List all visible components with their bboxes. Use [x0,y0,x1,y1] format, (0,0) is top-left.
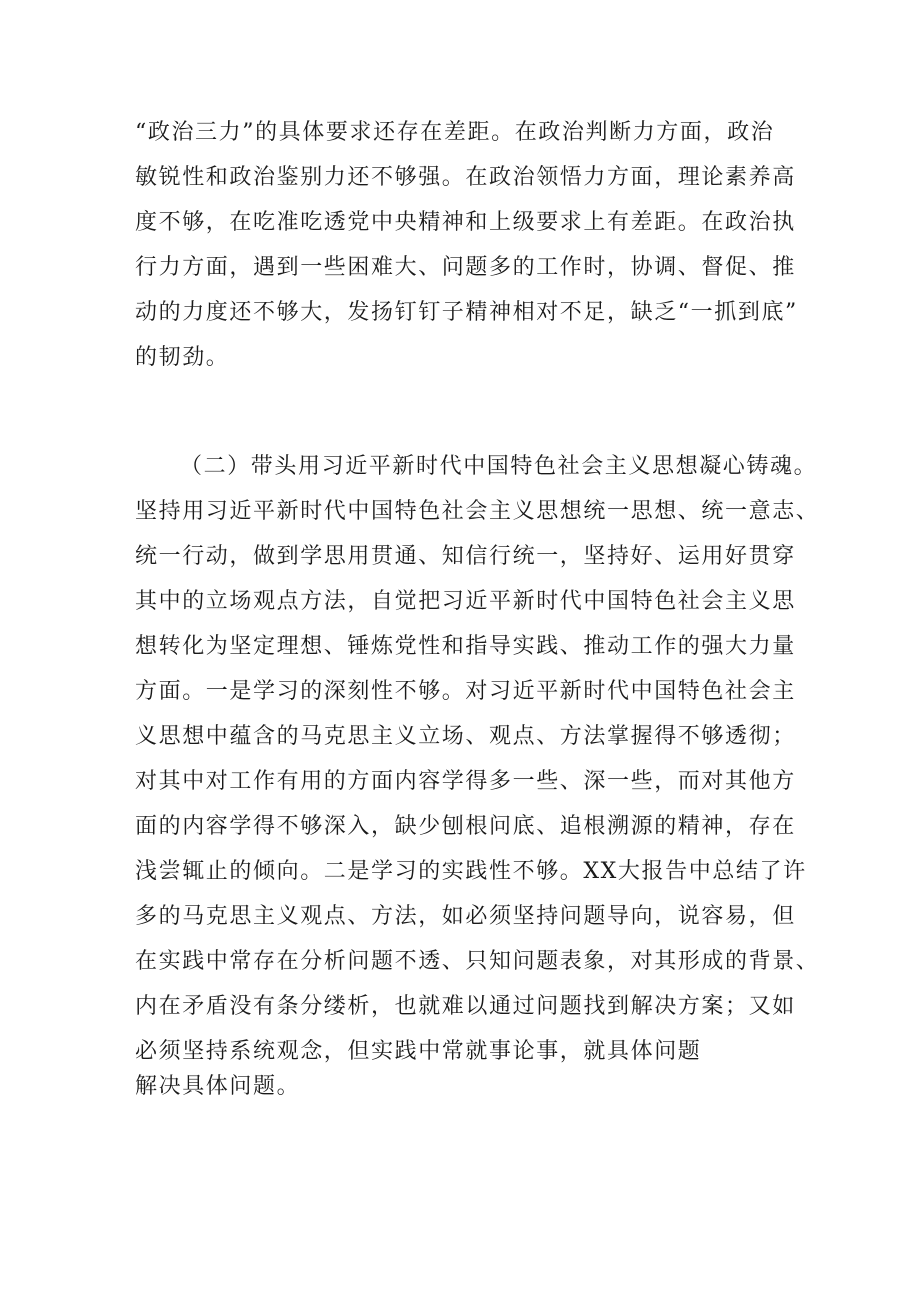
paragraph2-line-9: 面的内容学得不够深入，缺少刨根问底、追根溯源的精神，存在 [135,814,796,839]
paragraph2-line-13: 内在矛盾没有条分缕析，也就难以通过问题找到解决方案；又如 [135,994,796,1019]
paragraph1-line-4: 行力方面，遇到一些困难大、问题多的工作时，协调、督促、推 [135,255,796,280]
paragraph2-line-4: 其中的立场观点方法，自觉把习近平新时代中国特色社会主义思 [135,589,796,614]
paragraph1-line-3: 度不够，在吃准吃透党中央精神和上级要求上有差距。在政治执 [135,210,796,235]
paragraph2-line-3: 统一行动，做到学思用贯通、知信行统一，坚持好、运用好贯穿 [135,544,796,569]
paragraph1-line-1: “政治三力”的具体要求还存在差距。在政治判断力方面，政治 [135,120,775,145]
paragraph2-line-8: 对其中对工作有用的方面内容学得多一些、深一些，而对其他方 [135,769,796,794]
paragraph2-line-14: 必须坚持系统观念，但实践中常就事论事，就具体问题 [135,1039,702,1064]
paragraph1-line-5: 动的力度还不够大，发扬钉钉子精神相对不足，缺乏“一抓到底” [135,300,798,325]
paragraph2-line-6: 方面。一是学习的深刻性不够。对习近平新时代中国特色社会主 [135,679,796,704]
paragraph2-line-7: 义思想中蕴含的马克思主义立场、观点、方法掌握得不够透彻； [135,724,796,749]
paragraph2-line-11: 多的马克思主义观点、方法，如必须坚持问题导向，说容易，但 [135,904,796,929]
paragraph2-line-1: （二）带头用习近平新时代中国特色社会主义思想凝心铸魂。 [180,454,818,479]
paragraph2-line-2: 坚持用习近平新时代中国特色社会主义思想统一思想、统一意志、 [135,499,820,524]
paragraph2-line-12: 在实践中常存在分析问题不透、只知问题表象，对其形成的背景、 [135,949,820,974]
paragraph2-line-15: 解决具体问题。 [135,1074,301,1099]
paragraph2-line-10: 浅尝辄止的倾向。二是学习的实践性不够。XX大报告中总结了许 [135,859,807,884]
paragraph1-line-2: 敏锐性和政治鉴别力还不够强。在政治领悟力方面，理论素养高 [135,165,796,190]
paragraph2-line-5: 想转化为坚定理想、锤炼党性和指导实践、推动工作的强大力量 [135,634,796,659]
paragraph1-line-6: 的韧劲。 [135,345,230,370]
